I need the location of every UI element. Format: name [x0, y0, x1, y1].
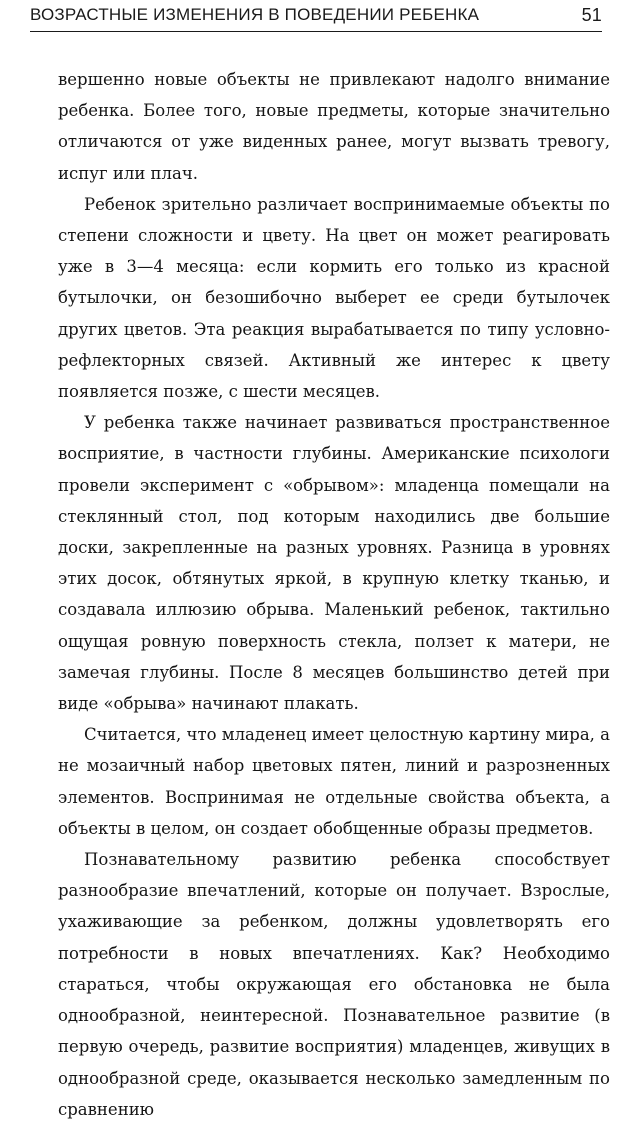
running-header [30, 0, 602, 30]
running-title: ВОЗРАСТНЫЕ ИЗМЕНЕНИЯ В ПОВЕДЕНИИ РЕБЕНКА [30, 5, 480, 24]
paragraph: Ребенок зрительно различает воспринимаемые объекты по степени сложности и цвету. На цвет он может реагировать уже в 3—4 месяца: если кормить его только из красной бутылочки, он безошибочно выберет ее среди бутылочек других цветов. Эта реакция вырабатывается по типу условно-рефлекторных связей. Активный же интерес к цвету появляется позже, с шести месяцев. [58, 194, 610, 402]
page-number: 51 [581, 4, 602, 25]
paragraph: У ребенка также начинает развиваться пространственное восприятие, в частности глубины. Американские психологи провели эксперимент с «обрывом»: младенца помещали на стеклянный стол, под которым находились две большие доски, закрепленные на разных уровнях. Разница в уровнях этих досок, обтянутых яркой, в крупную клетку тканью, и создавала иллюзию обрыва. Маленький ребенок, тактильно ощущая ровную поверхность стекла, ползет к матери, не замечая глубины. После 8 месяцев большинство детей при виде «обрыва» начинают плакать. [58, 413, 610, 714]
paragraph: вершенно новые объекты не привлекают надолго внимание ребенка. Более того, новые предметы, которые значительно отличаются от уже виденных ранее, могут вызвать тревогу, испуг или плач. [58, 70, 610, 183]
paragraph: Считается, что младенец имеет целостную картину мира, а не мозаичный набор цветовых пятен, линий и разрозненных элементов. Воспринимая не отдельные свойства объекта, а объекты в целом, он создает обобщенные образы предметов. [58, 725, 610, 838]
body-text [58, 64, 610, 1125]
header-rule [30, 31, 602, 32]
paragraph: Познавательному развитию ребенка способствует разнообразие впечатлений, которые он получает. Взрослые, ухаживающие за ребенком, должны удовлетворять его потребности в новых впечатлениях. Как? Необходимо стараться, чтобы окружающая его обстановка не была однообразной, неинтересной. Познавательное развитие (в первую очередь, развитие восприятия) младенцев, живущих в однообразной среде, оказывается несколько замедленным по сравнению [58, 850, 610, 1119]
